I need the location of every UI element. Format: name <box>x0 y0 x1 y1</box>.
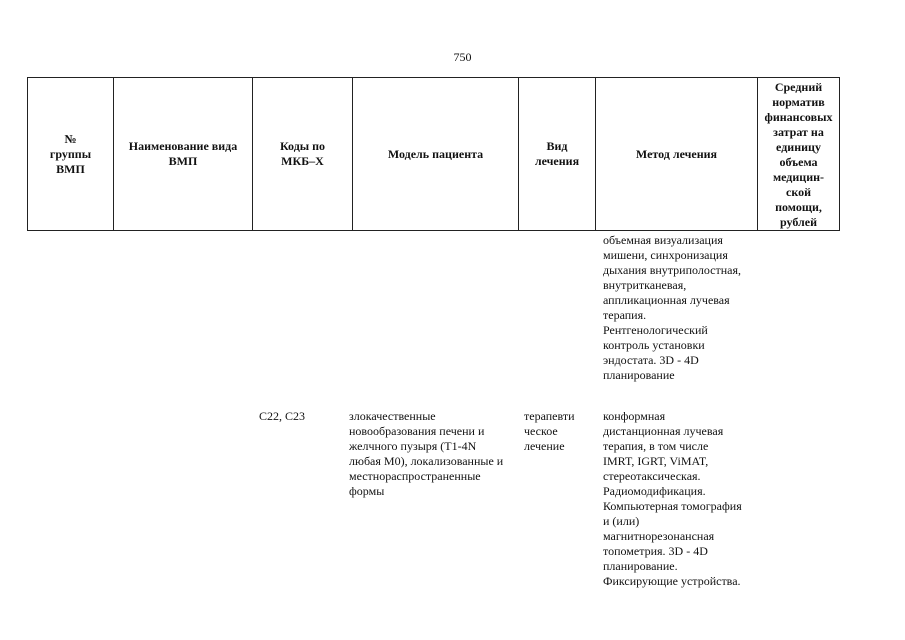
row-1-codes: C22, C23 <box>259 409 306 423</box>
header-mkb-codes: Коды по МКБ–X <box>253 78 353 231</box>
row-1-patient-model: злокачественные новообразования печени и желчного пузыря (T1-4N любая M0), локализованные и местнораспространенные формы <box>349 409 504 498</box>
page-number: 750 <box>453 50 472 64</box>
header-group-number: № группы ВМП <box>28 78 114 231</box>
row-0-method: объемная визуализация мишени, синхронизация дыхания внутриполостная, внутритканевая, аппликационная лучевая терапия. Рентгенологический контроль установки эндостата. 3D - 4D планирование <box>603 233 741 382</box>
table-header <box>27 77 840 231</box>
row-1-method: конформная дистанционная лучевая терапия, в том числе IMRT, IGRT, ViMAT, стереотаксическая. Радиомодификация. Компьютерная томография и (или) магнитнорезонансная топометрия. 3D - 4D планирование. Фиксирующие устройства. <box>603 409 742 588</box>
header-average-cost: Средний норматив финансовых затрат на единицу объема медицин- ской помощи, рублей <box>758 78 840 231</box>
table-header-row <box>28 78 840 231</box>
header-patient-model: Модель пациента <box>353 78 519 231</box>
header-vmp-name: Наименование вида ВМП <box>114 78 253 231</box>
header-treatment-kind: Вид лечения <box>519 78 596 231</box>
header-treatment-method: Метод лечения <box>596 78 758 231</box>
row-1-treatment-kind: терапевти ческое лечение <box>524 409 575 453</box>
